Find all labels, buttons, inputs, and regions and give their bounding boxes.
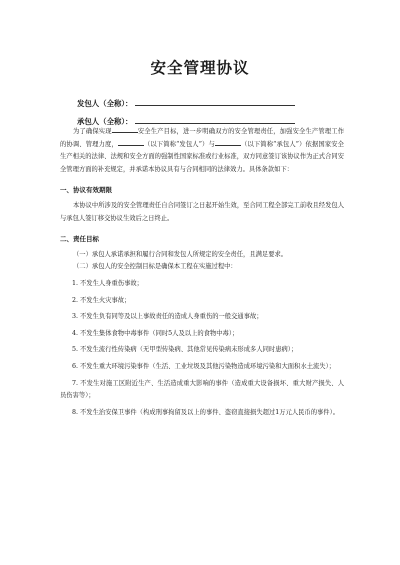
party-a-field	[77, 98, 295, 109]
intro-text-1: 为了确保实现	[73, 128, 112, 135]
document-title: 安全管理协议	[150, 59, 250, 77]
list-item: 6. 不发生重大环境污染事件（生活、工业垃圾及其他污染物造成环境污染和大面积水土流失）；	[72, 362, 336, 370]
list-item: 7. 不发生对施工区附近生产、生活造成重大影响的事件（造成重大设备损坏、重大财产损失、人员伤害等）；	[60, 379, 344, 400]
document-body	[60, 126, 344, 419]
intro-text-3: （以下简称“发包人”）与	[143, 140, 215, 148]
section1-text: 本协议中所涉及的安全管理责任自合同签订之日起开始生效，至合同工程全部完工前收且经发包人与承包人签订移交协议生效后之日终止。	[60, 201, 344, 222]
intro-paragraph	[60, 126, 344, 176]
list-item: 1. 不发生人身重伤事故；	[72, 279, 143, 287]
party-a-blank	[135, 98, 295, 106]
party-b-label: 承包人（全称）：	[77, 117, 133, 126]
list-item: 5. 不发生流行性传染病（无甲型传染病、其他常见传染病未形成多人同时患病）；	[72, 346, 298, 354]
section2-item2: （二）承包人的安全控制目标是确保本工程在实施过程中：	[73, 263, 237, 271]
intro-text-2: 安全生产目标，进一步明确双方的安全管理责任，加强安全生产管理工作的协调、管理力度，	[60, 128, 345, 148]
intro-blank-1	[112, 126, 138, 133]
section2-item1: （一）承包人承诺承担和履行合同和发包人所规定的安全责任，且满足要求。	[73, 250, 288, 258]
intro-text-4: （以下简称“承包人”）依据国家安全生产相关的法律、法规和安全方面的强制性国家标准或行业标准，双方同意签订该协议作为正式合同安全管理方面的补充规定，并承诺本协议具有与合同相同的法律效力。具体条款如下：	[60, 140, 344, 173]
list-item: 2. 不发生火灾事故；	[72, 296, 131, 304]
party-a-label: 发包人（全称）：	[77, 99, 133, 108]
party-b-blank	[135, 116, 295, 124]
intro-blank-3	[215, 139, 241, 146]
intro-blank-2	[118, 139, 144, 146]
list-item: 3. 不发生负有同等及以上事故责任的造成人身重伤的一般交通事故；	[72, 313, 263, 321]
section1-heading: 一、协议有效期限	[60, 186, 112, 195]
list-item: 4. 不发生集体食物中毒事件（同时5人及以上的食物中毒）；	[72, 329, 239, 337]
section2-heading: 二、责任目标	[60, 235, 99, 244]
list-item: 8. 不发生治安保卫事件（构成刑事拘留及以上的事件、盗窃直接损失超过1万元人民币的事件）。	[72, 408, 340, 416]
